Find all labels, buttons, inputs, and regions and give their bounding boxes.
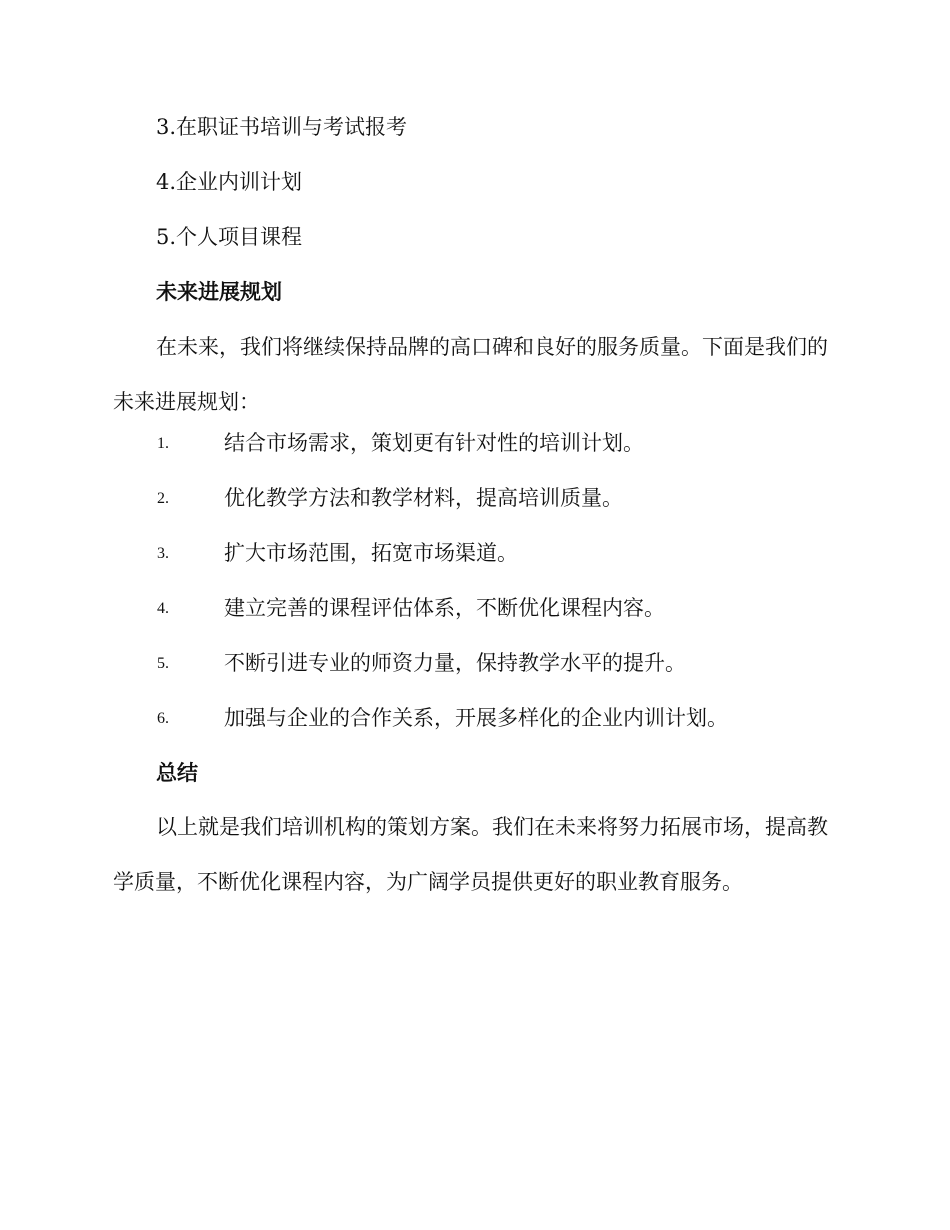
intro-item-3: 3.在职证书培训与考试报考	[156, 115, 408, 139]
list-number: 2.	[157, 490, 169, 507]
future-plan-paragraph: 在未来，我们将继续保持品牌的高口碑和良好的服务质量。下面是我们的未来进展规划：	[113, 335, 828, 414]
future-plan-item-6	[157, 706, 837, 732]
future-plan-item-5	[157, 651, 837, 677]
summary-paragraph: 以上就是我们培训机构的策划方案。我们在未来将努力拓展市场，提高教学质量，不断优化课程内容，为广阔学员提供更好的职业教育服务。	[113, 815, 828, 894]
future-plan-item-4	[157, 596, 837, 622]
list-text: 扩大市场范围，拓宽市场渠道。	[224, 541, 518, 565]
list-number: 1.	[157, 435, 169, 452]
list-text: 不断引进专业的师资力量，保持教学水平的提升。	[224, 651, 686, 675]
list-text: 加强与企业的合作关系，开展多样化的企业内训计划。	[224, 706, 728, 730]
list-text: 优化教学方法和教学材料，提高培训质量。	[224, 486, 623, 510]
list-text: 结合市场需求，策划更有针对性的培训计划。	[224, 431, 644, 455]
summary-heading: 总结	[156, 761, 198, 785]
list-number: 4.	[157, 600, 169, 617]
future-plan-item-3	[157, 541, 837, 567]
list-number: 6.	[157, 710, 169, 727]
intro-item-5: 5.个人项目课程	[156, 225, 303, 249]
future-plan-item-2	[157, 486, 837, 512]
future-plan-heading: 未来进展规划	[156, 280, 282, 304]
list-text: 建立完善的课程评估体系，不断优化课程内容。	[224, 596, 665, 620]
list-number: 3.	[157, 545, 169, 562]
list-number: 5.	[157, 655, 169, 672]
future-plan-item-1	[157, 431, 837, 457]
intro-item-4: 4.企业内训计划	[156, 170, 303, 194]
